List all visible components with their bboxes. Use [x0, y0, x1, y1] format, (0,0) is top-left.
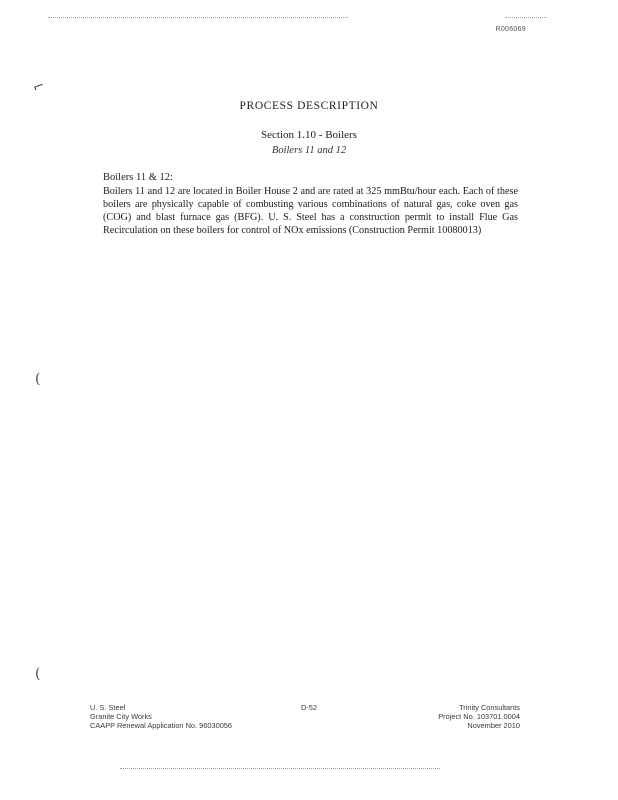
margin-mark-upper: ⌐ [30, 77, 48, 97]
scan-artifact-top-line [48, 17, 348, 18]
paragraph-heading: Boilers 11 & 12: [103, 172, 173, 183]
section-title: Section 1.10 - Boilers [261, 129, 357, 141]
footer-facility: Granite City Works [90, 712, 152, 722]
footer-project-number: Project No. 103701.0004 [438, 712, 520, 722]
margin-mark-lower: ( [35, 666, 41, 682]
footer-page-number: D-52 [300, 703, 318, 712]
footer-consultant: Trinity Consultants [459, 703, 520, 712]
scan-artifact-top-line-right [505, 17, 547, 18]
scan-artifact-bottom-line [120, 768, 440, 769]
margin-mark-middle: ( [35, 371, 41, 387]
footer-application: CAAPP Renewal Application No. 96030056 [90, 721, 233, 731]
footer-right [438, 703, 520, 731]
document-reference-number: R006069 [495, 26, 526, 33]
footer-company: U. S. Steel [90, 703, 126, 712]
page-title: PROCESS DESCRIPTION [239, 100, 379, 112]
subsection-title: Boilers 11 and 12 [271, 145, 347, 156]
body-paragraph: Boilers 11 and 12 are located in Boiler House 2 and are rated at 325 mmBtu/hour each. Each of these boilers are physically capable of combusting various combinations of natural gas, coke oven gas (COG) and blast furnace gas (BFG). U. S. Steel has a construction permit to install Flue Gas Recirculation on these boilers for control of NOx emissions (Construction Permit 10080013) [103, 186, 518, 237]
footer-date: November 2010 [467, 721, 520, 731]
